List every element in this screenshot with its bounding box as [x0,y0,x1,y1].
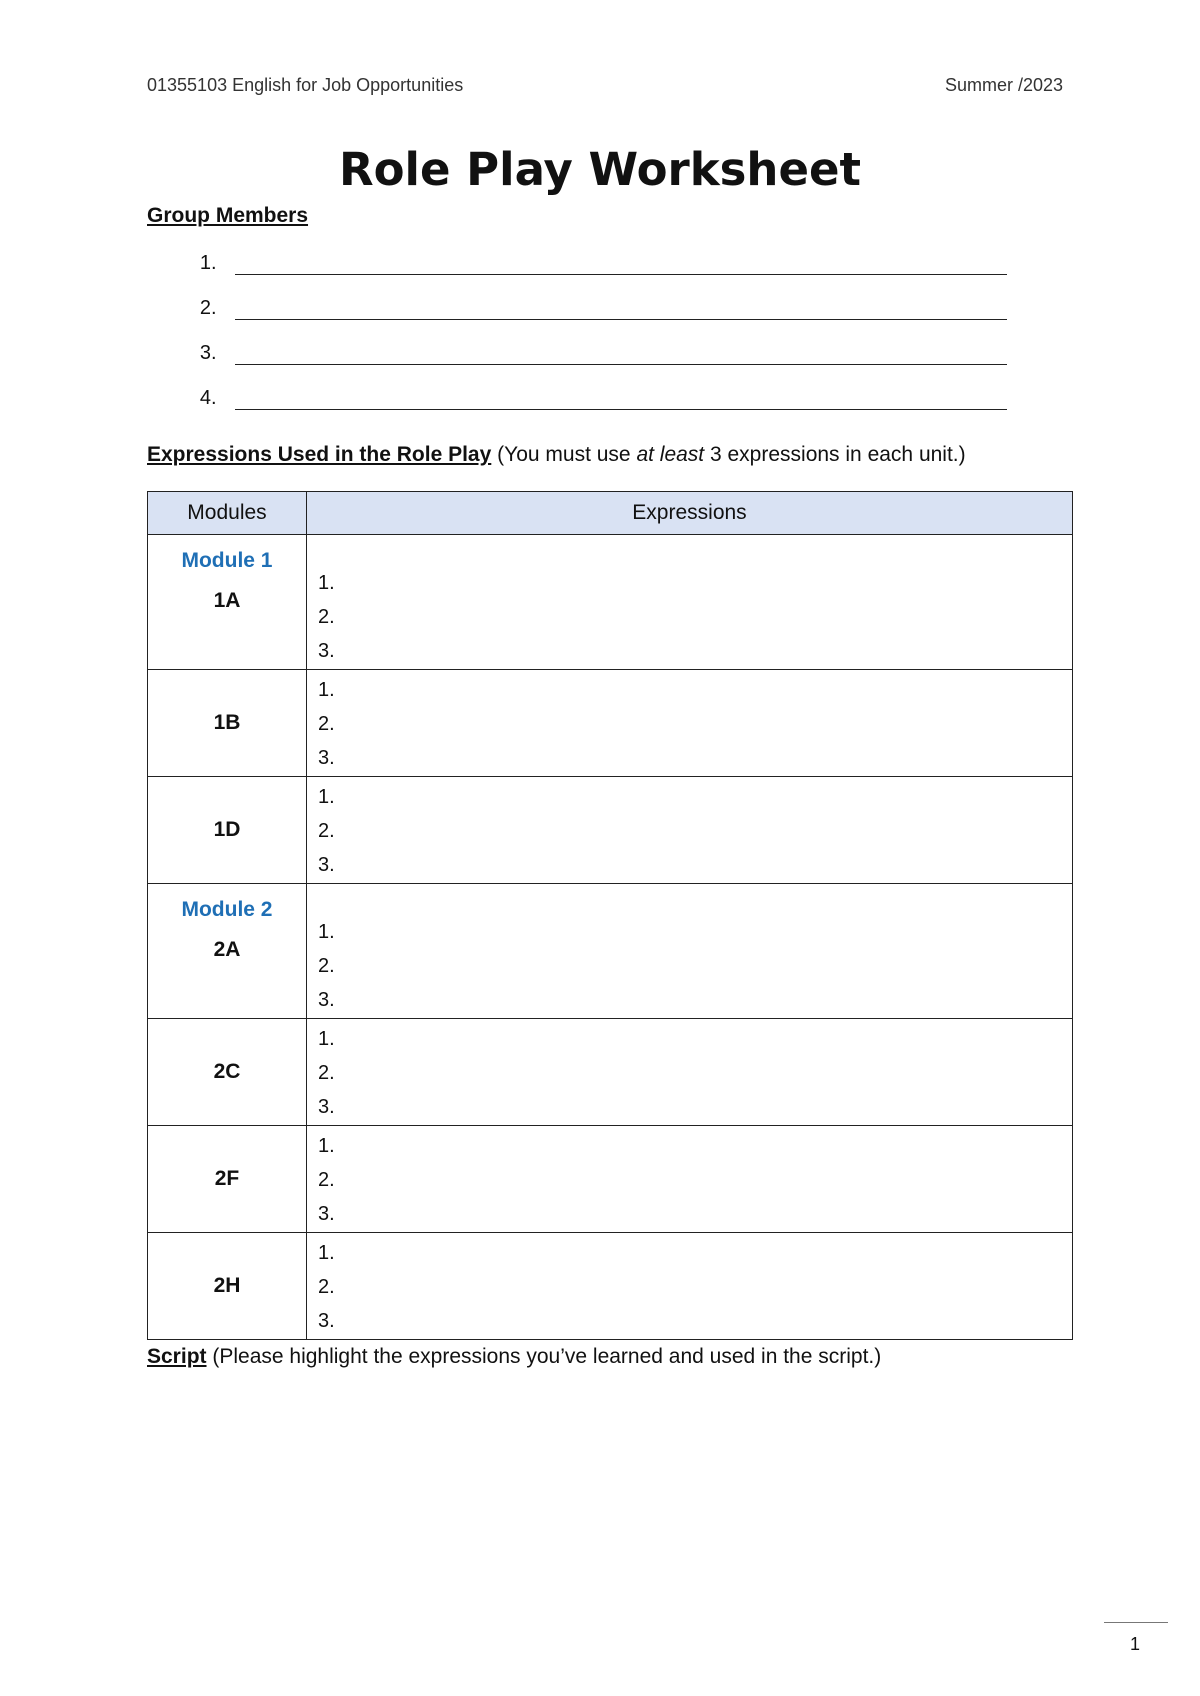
table-header-row [148,492,1073,535]
member-number: 3. [199,342,217,364]
expressions-cell[interactable] [307,777,1073,884]
expressions-note-emphasis: at least [636,443,705,466]
member-number: 1. [199,252,217,274]
expression-item: 2. [318,1062,335,1084]
unit-label: 1D [213,818,241,841]
expression-item: 2. [318,713,335,735]
expressions-heading-text: Expressions Used in the Role Play [147,443,492,466]
expression-item: 3. [318,640,335,662]
table-row [148,884,1073,1019]
script-heading [147,1345,881,1369]
expression-item: 3. [318,854,335,876]
member-name-blank[interactable] [235,387,1007,410]
expressions-cell[interactable] [307,884,1073,1019]
expression-item: 2. [318,955,335,977]
unit-label: 2C [213,1060,241,1083]
table-row [148,1126,1073,1233]
member-name-blank[interactable] [235,342,1007,365]
table-row [148,777,1073,884]
module-cell [148,1233,307,1340]
module-cell [148,1019,307,1126]
member-number: 2. [199,297,217,319]
unit-label: 2F [214,1167,240,1190]
module-cell [148,670,307,777]
expression-item: 1. [318,921,335,943]
expression-item: 1. [318,572,335,594]
expression-item: 1. [318,1135,335,1157]
member-row [147,342,1007,387]
table-row [148,1233,1073,1340]
unit-label: 2A [213,938,241,961]
member-name-blank[interactable] [235,297,1007,320]
expressions-table [147,491,1073,1340]
expression-item: 2. [318,820,335,842]
expressions-cell[interactable] [307,1233,1073,1340]
module-title: Module 1 [181,549,273,572]
expressions-cell[interactable] [307,670,1073,777]
member-row [147,252,1007,297]
expression-item: 1. [318,679,335,701]
script-note: (Please highlight the expressions you’ve learned and used in the script.) [206,1345,882,1368]
page-title: Role Play Worksheet [338,143,861,196]
term-header: Summer /2023 [944,75,1063,95]
module-cell [148,1126,307,1233]
member-row [147,387,1007,432]
module-cell [148,535,307,670]
unit-label: 2H [213,1274,241,1297]
table-row [148,670,1073,777]
expression-item: 3. [318,747,335,769]
member-name-blank[interactable] [235,252,1007,275]
unit-label: 1A [213,589,241,612]
expressions-note-after: 3 expressions in each unit.) [704,443,966,466]
course-header: 01355103 English for Job Opportunities [147,75,464,95]
table-row [148,535,1073,670]
expressions-cell[interactable] [307,535,1073,670]
footer-divider [1104,1622,1168,1623]
expression-item: 1. [318,1028,335,1050]
group-members-list [147,252,1007,432]
modules-column-header: Modules [148,492,307,535]
expressions-cell[interactable] [307,1019,1073,1126]
module-title: Module 2 [181,898,273,921]
expression-item: 3. [318,1203,335,1225]
expression-item: 3. [318,1310,335,1332]
expression-item: 2. [318,1169,335,1191]
member-row [147,297,1007,342]
member-number: 4. [199,387,217,409]
expression-item: 1. [318,786,335,808]
expression-item: 2. [318,1276,335,1298]
group-members-heading [147,204,308,228]
script-heading-text: Script [147,1345,207,1368]
expressions-column-header: Expressions [307,492,1073,535]
module-cell [148,777,307,884]
table-row [148,1019,1073,1126]
group-members-heading-text: Group Members [147,204,309,227]
expression-item: 2. [318,606,335,628]
unit-label: 1B [213,711,241,734]
expression-item: 3. [318,989,335,1011]
expressions-heading [147,443,966,467]
expression-item: 3. [318,1096,335,1118]
expressions-note-before: (You must use [491,443,637,466]
module-cell [148,884,307,1019]
expression-item: 1. [318,1242,335,1264]
page-number: 1 [1130,1634,1141,1654]
expressions-cell[interactable] [307,1126,1073,1233]
